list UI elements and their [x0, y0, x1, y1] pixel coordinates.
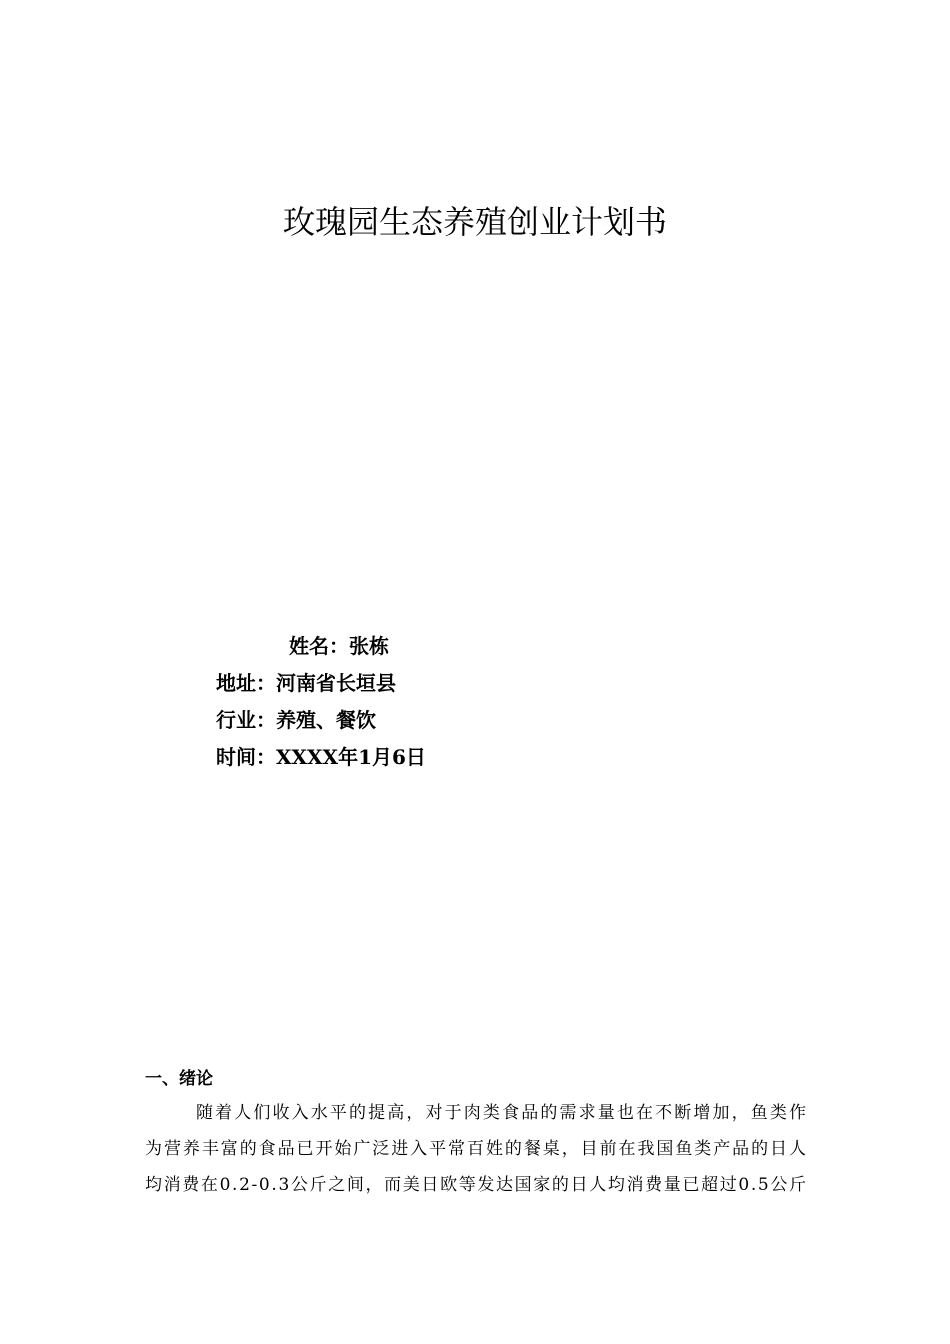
address-line: 地址：河南省长垣县: [216, 671, 396, 695]
author-name: 姓名：张栋: [289, 634, 389, 658]
section-heading: 一、绪论: [145, 1069, 213, 1089]
date-line: 时间：XXXX年1月6日: [216, 745, 426, 769]
document-title: 玫瑰园生态养殖创业计划书: [282, 203, 667, 241]
paragraph-line: 为营养丰富的食品已开始广泛进入平常百姓的餐桌，目前在我国鱼类产品的日人: [145, 1139, 808, 1159]
paragraph-line: 均消费在0.2-0.3公斤之间，而美日欧等发达国家的日人均消费量已超过0.5公斤: [145, 1175, 808, 1195]
industry-line: 行业：养殖、餐饮: [216, 708, 376, 732]
paragraph-line: 随着人们收入水平的提高，对于肉类食品的需求量也在不断增加，鱼类作: [196, 1103, 809, 1123]
